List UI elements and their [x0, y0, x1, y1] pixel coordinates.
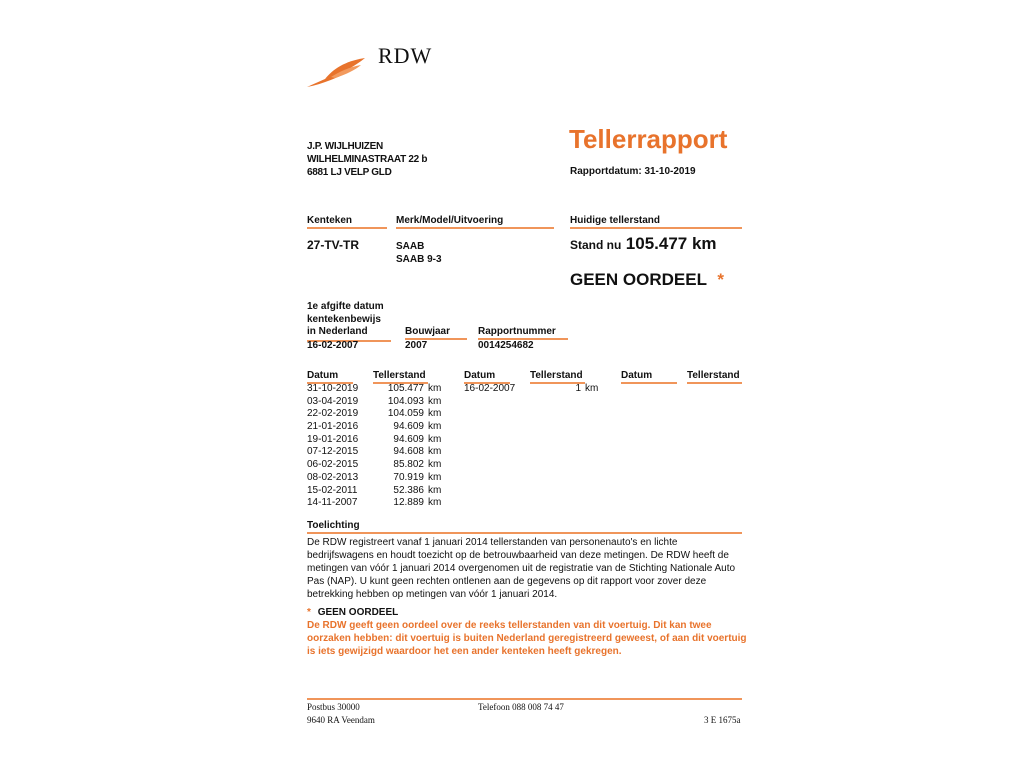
reading-value: 1: [575, 383, 581, 394]
reading-value: 70.919: [393, 471, 424, 483]
rdw-logo-icon: [305, 55, 370, 90]
reading-row: [307, 421, 441, 434]
reading-date: 15-02-2011: [307, 484, 358, 496]
stand-prefix: Stand nu: [570, 238, 622, 252]
footer-code: 3 E 1675a: [704, 715, 741, 725]
merk-block: [396, 240, 442, 266]
reading-unit: km: [428, 446, 442, 458]
reading-date: 07-12-2015: [307, 446, 359, 458]
teller-header-1: Tellerstand: [373, 370, 428, 384]
kenteken-value: 27-TV-TR: [307, 238, 360, 252]
page-title: Tellerrapport: [569, 124, 728, 154]
reading-value: 94.609: [393, 421, 424, 433]
text-line: metingen van vóór 1 januari 2014 overgenomen uit de registratie van de Stichting Nationale Auto: [307, 562, 736, 574]
note-title: GEEN OORDEEL: [317, 607, 399, 618]
afgifte-value: 16-02-2007: [307, 340, 359, 351]
report-date: Rapportdatum: 31-10-2019: [570, 166, 696, 177]
kenteken-label: Kenteken: [307, 215, 387, 229]
teller-header-3: Tellerstand: [687, 370, 742, 384]
reading-row: [307, 497, 441, 510]
reading-date: 19-01-2016: [307, 433, 359, 445]
address-block: [307, 140, 427, 179]
readings-column-2: [464, 383, 598, 396]
oordeel: [570, 270, 724, 290]
reading-date: 03-04-2019: [307, 395, 359, 407]
rdw-logo-text: RDW: [378, 43, 433, 68]
reading-value: 94.609: [393, 433, 424, 445]
teller-label: Huidige tellerstand: [570, 215, 742, 229]
stand-value: 105.477 km: [625, 234, 717, 253]
note-star: *: [307, 607, 311, 618]
text-line: betrekking hebben op metingen van vóór 1 januari 2014.: [307, 588, 558, 600]
oordeel-star: *: [717, 270, 725, 289]
reading-date: 06-02-2015: [307, 459, 359, 471]
note-heading: [307, 607, 398, 618]
reading-unit: km: [585, 383, 599, 394]
reading-date: 21-01-2016: [307, 421, 359, 433]
reading-unit: km: [428, 497, 442, 509]
reading-row: [307, 383, 441, 396]
datum-header-3: Datum: [621, 370, 677, 384]
reading-unit: km: [428, 421, 442, 433]
footer-postbus: Postbus 30000: [307, 702, 360, 712]
oordeel-text: GEEN OORDEEL: [570, 270, 707, 289]
reading-unit: km: [428, 471, 442, 483]
text-line: Pas (NAP). U kunt geen rechten ontlenen aan de gegevens op dit rapport voor zover deze: [307, 575, 707, 587]
reading-row: [307, 434, 441, 447]
text-line: De RDW geeft geen oordeel over de reeks tellerstanden van dit voertuig. Dit kan twee: [307, 620, 712, 631]
address-city: 6881 LJ VELP GLD: [307, 167, 392, 178]
rapport-label: Rapportnummer: [478, 326, 568, 340]
toelichting-label: Toelichting: [307, 520, 742, 534]
reading-row: [307, 396, 441, 409]
reading-unit: km: [428, 395, 442, 407]
reading-value: 94.608: [393, 446, 424, 458]
footer-rule: [307, 698, 742, 700]
bouwjaar-label: Bouwjaar: [405, 326, 467, 340]
reading-value: 12.889: [393, 497, 424, 509]
reading-row: [307, 459, 441, 472]
reading-date: 31-10-2019: [307, 383, 359, 394]
reading-value: 85.802: [393, 459, 424, 471]
reading-unit: km: [428, 408, 442, 420]
teller-header-2: Tellerstand: [530, 370, 585, 384]
reading-unit: km: [428, 459, 442, 471]
text-line: De RDW registreert vanaf 1 januari 2014 tellerstanden van personenauto's en lichte: [307, 537, 678, 548]
reading-date: 14-11-2007: [307, 497, 358, 509]
text-line: oorzaken hebben: dit voertuig is buiten Nederland geregistreerd geweest, of aan dit voertuig: [307, 632, 747, 644]
merk-value: SAAB: [396, 241, 425, 252]
datum-header-2: Datum: [464, 370, 510, 384]
address-street: WILHELMINASTRAAT 22 b: [307, 154, 428, 165]
readings-column-1: [307, 383, 441, 510]
reading-value: 52.386: [393, 484, 424, 496]
reading-row: [464, 383, 598, 396]
reading-row: [307, 472, 441, 485]
stand-nu: [570, 234, 717, 254]
reading-row: [307, 408, 441, 421]
datum-header-1: Datum: [307, 370, 353, 384]
reading-date: 22-02-2019: [307, 408, 359, 420]
merk-label: Merk/Model/Uitvoering: [396, 215, 554, 229]
toelichting-text: [307, 537, 757, 602]
address-name: J.P. WIJLHUIZEN: [307, 141, 383, 152]
footer-address: 9640 RA Veendam: [307, 715, 375, 725]
reading-value: 104.093: [387, 395, 424, 407]
rapport-value: 0014254682: [478, 340, 534, 351]
reading-date: 16-02-2007: [464, 383, 516, 394]
reading-row: [307, 446, 441, 459]
reading-date: 08-02-2013: [307, 471, 359, 483]
text-line: bedrijfswagens en houdt toezicht op de betrouwbaarheid van deze metingen. De RDW heeft de: [307, 549, 729, 561]
bouwjaar-value: 2007: [405, 340, 428, 351]
text-line: is iets gewijzigd waardoor het een ander kenteken heeft gekregen.: [307, 645, 622, 657]
reading-row: [307, 485, 441, 498]
footer-telefoon: Telefoon 088 008 74 47: [478, 702, 564, 712]
reading-unit: km: [428, 383, 442, 394]
afgifte-label: 1e afgifte datum kentekenbewijs in Nederland: [307, 301, 391, 342]
reading-value: 105.477: [387, 383, 424, 394]
note-text: [307, 620, 762, 659]
reading-unit: km: [428, 433, 442, 445]
model-value: SAAB 9-3: [396, 254, 442, 265]
reading-value: 104.059: [387, 408, 424, 420]
reading-unit: km: [428, 484, 442, 496]
